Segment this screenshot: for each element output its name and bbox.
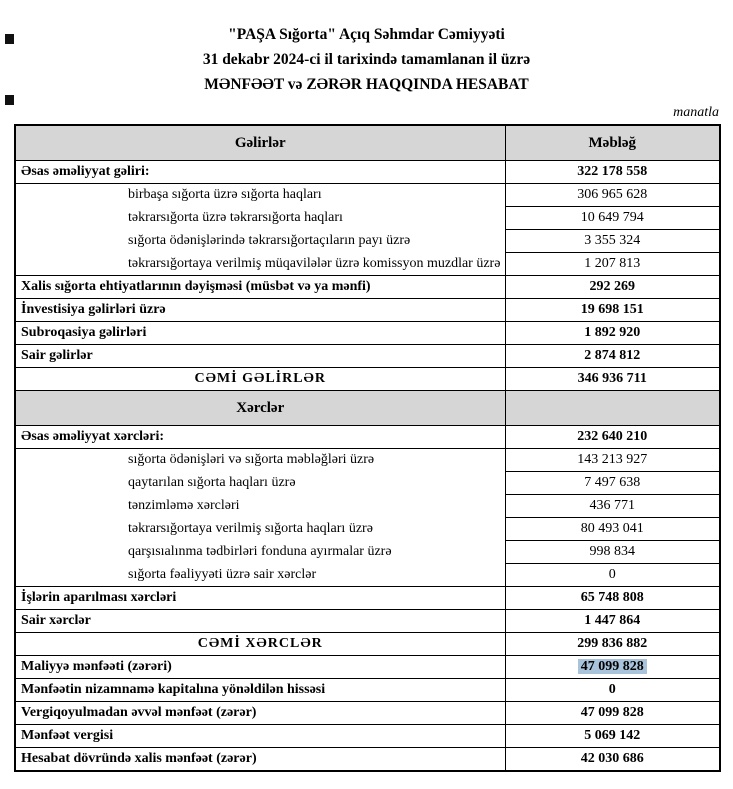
pl-table-body [15, 125, 720, 771]
row-label-cell [15, 276, 505, 299]
row-label-cell [15, 518, 505, 541]
row-amount: 292 269 [589, 279, 635, 294]
row-label: təkrarsığortaya verilmiş sığorta haqları üzrə [128, 521, 373, 536]
row-label-cell [15, 541, 505, 564]
row-label-cell [15, 125, 505, 161]
row-amount: 143 213 927 [577, 452, 648, 467]
table-row [15, 587, 720, 610]
row-amount-cell [505, 656, 720, 679]
row-amount-cell [505, 299, 720, 322]
row-label-cell [15, 748, 505, 772]
row-amount-cell [505, 322, 720, 345]
document-title [0, 0, 733, 97]
row-label: təkrarsığorta üzrə təkrarsığorta haqları [128, 210, 343, 225]
row-amount-cell [505, 472, 720, 495]
row-label: sığorta ödənişlərində təkrarsığortaçıların payı üzrə [128, 233, 411, 248]
row-label-cell [15, 472, 505, 495]
row-label-cell [15, 230, 505, 253]
scan-artifact [5, 95, 14, 105]
row-amount-cell [505, 748, 720, 772]
row-amount: 299 836 882 [577, 636, 648, 651]
table-row [15, 345, 720, 368]
row-label: birbaşa sığorta üzrə sığorta haqları [128, 187, 322, 203]
table-row [15, 702, 720, 725]
row-amount-cell [505, 207, 720, 230]
row-amount: 7 497 638 [584, 475, 641, 490]
row-amount: 306 965 628 [577, 187, 648, 202]
table-row [15, 299, 720, 322]
row-amount: 232 640 210 [577, 429, 648, 444]
profit-loss-table [14, 124, 721, 772]
table-row [15, 679, 720, 702]
table-row [15, 564, 720, 587]
table-row [15, 541, 720, 564]
table-row [15, 449, 720, 472]
row-amount: 998 834 [589, 544, 635, 559]
row-label-cell [15, 426, 505, 449]
row-amount: 19 698 151 [580, 302, 644, 317]
row-amount-cell [505, 610, 720, 633]
table-row [15, 322, 720, 345]
title-line-company: "PAŞA Sığorta" Açıq Səhmdar Cəmiyyəti [228, 26, 505, 43]
row-amount: 322 178 558 [577, 164, 648, 179]
row-label-cell [15, 725, 505, 748]
row-label-cell [15, 587, 505, 610]
scan-artifact [5, 34, 14, 44]
row-label: təkrarsığortaya verilmiş müqavilələr üzrə komissyon muzdlar üzrə [128, 255, 501, 271]
row-amount: 0 [608, 567, 616, 582]
row-amount: Məbləğ [588, 135, 636, 151]
row-amount-cell [505, 495, 720, 518]
row-label-cell [15, 702, 505, 725]
table-row [15, 518, 720, 541]
row-amount: 436 771 [589, 498, 635, 513]
row-label: Mənfəət vergisi [21, 728, 114, 743]
row-amount-cell [505, 449, 720, 472]
row-amount-cell [505, 564, 720, 587]
row-label-cell [15, 656, 505, 679]
row-amount: 42 030 686 [580, 751, 644, 766]
row-amount: 346 936 711 [577, 371, 647, 386]
row-label-cell [15, 322, 505, 345]
row-label: qaytarılan sığorta haqları üzrə [128, 475, 296, 490]
row-amount-cell [505, 587, 720, 610]
row-amount: 1 892 920 [584, 325, 641, 340]
table-row [15, 633, 720, 656]
row-label: tənzimləmə xərcləri [128, 498, 240, 513]
row-amount-cell [505, 368, 720, 391]
row-amount-cell [505, 253, 720, 276]
table-row [15, 391, 720, 426]
row-amount: 3 355 324 [584, 233, 641, 248]
row-label: Mənfəətin nizamnamə kapitalına yönəldilən hissəsi [21, 682, 326, 697]
row-label: Hesabat dövründə xalis mənfəət (zərər) [21, 751, 257, 766]
row-label-cell [15, 161, 505, 184]
row-label: sığorta ödənişləri və sığorta məbləğləri üzrə [128, 452, 375, 468]
row-label: CƏMİ GƏLİRLƏR [194, 371, 327, 386]
title-line-period: 31 dekabr 2024-ci il tarixində tamamlanan il üzrə [202, 51, 531, 68]
row-label: Vergiqoyulmadan əvvəl mənfəət (zərər) [21, 705, 257, 720]
row-label: Əsas əməliyyat gəliri: [21, 164, 150, 179]
row-amount: 5 069 142 [584, 728, 641, 743]
row-label: qarşısıalınma tədbirləri fonduna ayırmalar üzrə [128, 544, 392, 559]
row-amount: 1 207 813 [584, 256, 641, 271]
row-amount-cell [505, 518, 720, 541]
row-label-cell [15, 253, 505, 276]
table-row [15, 472, 720, 495]
row-label-cell [15, 299, 505, 322]
row-label: CƏMİ XƏRCLƏR [197, 636, 323, 651]
table-row [15, 495, 720, 518]
row-label-cell [15, 368, 505, 391]
row-amount: 10 649 794 [580, 210, 644, 225]
row-label: İnvestisiya gəlirləri üzrə [21, 302, 166, 317]
table-row [15, 230, 720, 253]
row-amount-cell [505, 702, 720, 725]
row-amount: 65 748 808 [580, 590, 644, 605]
table-row [15, 207, 720, 230]
row-label-cell [15, 495, 505, 518]
table-row [15, 725, 720, 748]
row-label-cell [15, 391, 505, 426]
row-amount-cell [505, 679, 720, 702]
row-label: Xalis sığorta ehtiyatlarının dəyişməsi (müsbət və ya mənfi) [21, 279, 371, 294]
row-amount-cell [505, 725, 720, 748]
row-label-cell [15, 610, 505, 633]
row-amount-cell [505, 276, 720, 299]
table-row [15, 125, 720, 161]
row-label: Əsas əməliyyat xərcləri: [21, 429, 165, 444]
row-label-cell [15, 207, 505, 230]
table-row [15, 184, 720, 207]
row-label-cell [15, 184, 505, 207]
row-label: sığorta fəaliyyəti üzrə sair xərclər [128, 566, 317, 582]
row-amount-cell [505, 230, 720, 253]
table-row [15, 426, 720, 449]
table-row [15, 656, 720, 679]
row-amount: 80 493 041 [580, 521, 644, 536]
table-row [15, 748, 720, 772]
row-label: Maliyyə mənfəəti (zərəri) [21, 659, 172, 674]
title-line-report-name: MƏNFƏƏT və ZƏRƏR HAQQINDA HESABAT [204, 76, 529, 93]
row-amount: 1 447 864 [584, 613, 641, 628]
row-label: Subroqasiya gəlirləri [21, 325, 147, 340]
table-row [15, 368, 720, 391]
row-label: Xərclər [236, 400, 285, 416]
row-amount-cell [505, 161, 720, 184]
row-label-cell [15, 345, 505, 368]
row-amount: 47 099 828 [578, 659, 647, 674]
row-label-cell [15, 633, 505, 656]
row-amount-cell [505, 345, 720, 368]
row-label: İşlərin aparılması xərcləri [21, 590, 177, 605]
row-amount-cell [505, 633, 720, 656]
row-amount: 0 [608, 682, 616, 697]
currency-note: manatla [673, 105, 719, 120]
row-amount: 47 099 828 [580, 705, 644, 720]
row-amount-cell [505, 391, 720, 426]
table-row [15, 276, 720, 299]
row-label: Sair gəlirlər [21, 348, 93, 363]
row-amount-cell [505, 184, 720, 207]
row-amount-cell [505, 426, 720, 449]
table-row [15, 161, 720, 184]
table-row [15, 253, 720, 276]
row-label-cell [15, 564, 505, 587]
row-amount: 2 874 812 [584, 348, 641, 363]
row-label-cell [15, 449, 505, 472]
row-amount-cell [505, 541, 720, 564]
row-label: Gəlirlər [234, 135, 286, 151]
row-amount-cell [505, 125, 720, 161]
row-label-cell [15, 679, 505, 702]
table-row [15, 610, 720, 633]
row-label: Sair xərclər [21, 613, 91, 628]
